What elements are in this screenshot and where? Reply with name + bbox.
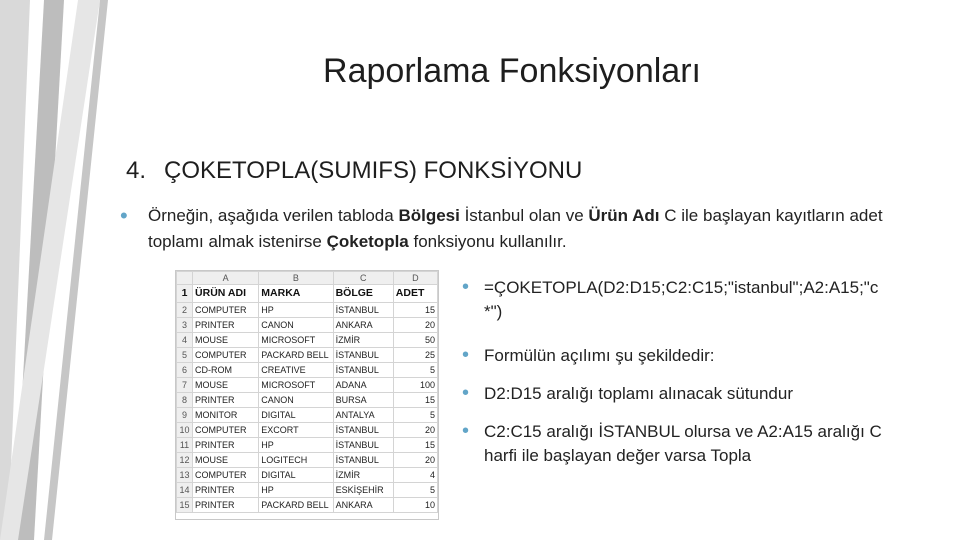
table-cell: MOUSE: [193, 453, 259, 468]
table-cell: EXCORT: [259, 423, 333, 438]
heading-number: 4.: [126, 157, 147, 184]
table-cell: 25: [393, 348, 437, 363]
corner-cell: [177, 272, 193, 285]
table-cell: 20: [393, 318, 437, 333]
row-number: 13: [177, 468, 193, 483]
table-cell: 5: [393, 408, 437, 423]
column-letter: B: [259, 272, 333, 285]
bullet-item: [462, 420, 892, 468]
table-cell: PACKARD BELL: [259, 348, 333, 363]
table-cell: 5: [393, 483, 437, 498]
table-row: [177, 468, 438, 483]
table-row: [177, 453, 438, 468]
table-cell: 15: [393, 303, 437, 318]
row-number: 12: [177, 453, 193, 468]
table-cell: İSTANBUL: [333, 423, 393, 438]
table-cell: PRINTER: [193, 438, 259, 453]
table-cell: 50: [393, 333, 437, 348]
table-cell: ANKARA: [333, 318, 393, 333]
row-number: 2: [177, 303, 193, 318]
header-cell: ÜRÜN ADI: [193, 285, 259, 303]
table-cell: ADANA: [333, 378, 393, 393]
table-cell: CREATIVE: [259, 363, 333, 378]
table-cell: İSTANBUL: [333, 363, 393, 378]
bullet-icon: •: [120, 203, 128, 228]
intro-text-1: Örneğin, aşağıda verilen tabloda: [148, 206, 399, 225]
bullet-text: Formülün açılımı şu şekildedir:: [484, 346, 715, 365]
row-number: 5: [177, 348, 193, 363]
table-cell: CANON: [259, 393, 333, 408]
bullet-item: [462, 382, 892, 406]
column-letter: D: [393, 272, 437, 285]
table-cell: 15: [393, 393, 437, 408]
bullet-text: D2:D15 aralığı toplamı alınacak sütundur: [484, 384, 794, 403]
table-row: [177, 498, 438, 513]
bullet-item: [462, 276, 892, 324]
table-cell: 4: [393, 468, 437, 483]
table-cell: HP: [259, 438, 333, 453]
table-cell: ANTALYA: [333, 408, 393, 423]
bullet-icon: •: [462, 276, 470, 298]
table-cell: COMPUTER: [193, 468, 259, 483]
intro-text-3: C ile başlayan kayıtların adet toplamı almak istenirse: [148, 206, 883, 251]
table-cell: LOGITECH: [259, 453, 333, 468]
table-cell: COMPUTER: [193, 423, 259, 438]
table-cell: PACKARD BELL: [259, 498, 333, 513]
header-cell: ADET: [393, 285, 437, 303]
column-letter: A: [193, 272, 259, 285]
table-cell: PRINTER: [193, 498, 259, 513]
row-number: 9: [177, 408, 193, 423]
table-row: [177, 423, 438, 438]
intro-bold-3: Çoketopla: [326, 232, 409, 251]
section-heading: [126, 157, 582, 185]
table-row: [177, 378, 438, 393]
table-cell: MOUSE: [193, 378, 259, 393]
intro-text-2: İstanbul olan ve: [459, 206, 589, 225]
table-cell: MICROSOFT: [259, 378, 333, 393]
bullet-icon: •: [462, 344, 470, 366]
table-cell: CANON: [259, 318, 333, 333]
table-cell: ANKARA: [333, 498, 393, 513]
table-cell: İZMİR: [333, 468, 393, 483]
table-cell: 20: [393, 423, 437, 438]
table-cell: İSTANBUL: [333, 453, 393, 468]
table-cell: PRINTER: [193, 483, 259, 498]
intro-text-4: fonksiyonu kullanılır.: [408, 232, 567, 251]
heading-text: ÇOKETOPLA(SUMIFS) FONKSİYONU: [164, 157, 583, 184]
row-number: 1: [177, 285, 193, 303]
intro-paragraph: [120, 203, 890, 255]
table-cell: İSTANBUL: [333, 348, 393, 363]
row-number: 10: [177, 423, 193, 438]
row-number: 4: [177, 333, 193, 348]
row-number: 7: [177, 378, 193, 393]
column-letter: C: [333, 272, 393, 285]
table-row: [177, 363, 438, 378]
table-cell: 20: [393, 453, 437, 468]
intro-bold-2: Ürün Adı: [588, 206, 660, 225]
row-number: 3: [177, 318, 193, 333]
row-number: 6: [177, 363, 193, 378]
table-cell: COMPUTER: [193, 303, 259, 318]
table-row: [177, 408, 438, 423]
row-number: 11: [177, 438, 193, 453]
table-cell: İZMİR: [333, 333, 393, 348]
formula-bullet-list: [462, 276, 892, 468]
bullet-text: C2:C15 aralığı İSTANBUL olursa ve A2:A15 aralığı C harfi ile başlayan değer varsa Topla: [484, 422, 882, 465]
table-row: [177, 318, 438, 333]
table-row: [177, 483, 438, 498]
header-cell: MARKA: [259, 285, 333, 303]
table-cell: BURSA: [333, 393, 393, 408]
table-cell: ESKİŞEHİR: [333, 483, 393, 498]
table-cell: PRINTER: [193, 393, 259, 408]
table-cell: HP: [259, 483, 333, 498]
table-cell: 10: [393, 498, 437, 513]
table-cell: MONITOR: [193, 408, 259, 423]
table-cell: PRINTER: [193, 318, 259, 333]
table-cell: COMPUTER: [193, 348, 259, 363]
row-number: 14: [177, 483, 193, 498]
table-cell: MOUSE: [193, 333, 259, 348]
row-number: 8: [177, 393, 193, 408]
intro-bold-1: Bölgesi: [398, 206, 460, 225]
table-row: [177, 438, 438, 453]
table-header-row: [177, 285, 438, 303]
table-row: [177, 348, 438, 363]
spreadsheet-image: [175, 270, 439, 520]
table-cell: 15: [393, 438, 437, 453]
table-cell: 5: [393, 363, 437, 378]
table-cell: İSTANBUL: [333, 438, 393, 453]
table-cell: MICROSOFT: [259, 333, 333, 348]
table-cell: DIGITAL: [259, 468, 333, 483]
header-cell: BÖLGE: [333, 285, 393, 303]
table-cell: HP: [259, 303, 333, 318]
bullet-icon: •: [462, 420, 470, 442]
table-row: [177, 333, 438, 348]
bullet-text: =ÇOKETOPLA(D2:D15;C2:C15;"istanbul";A2:A15;"c*"): [484, 278, 879, 321]
table-row: [177, 393, 438, 408]
row-number: 15: [177, 498, 193, 513]
table-cell: DIGITAL: [259, 408, 333, 423]
table-cell: İSTANBUL: [333, 303, 393, 318]
table-cell: 100: [393, 378, 437, 393]
table-row: [177, 303, 438, 318]
table-cell: CD-ROM: [193, 363, 259, 378]
slide-title: Raporlama Fonksiyonları: [323, 52, 701, 90]
bullet-item: [462, 344, 892, 368]
bullet-icon: •: [462, 382, 470, 404]
